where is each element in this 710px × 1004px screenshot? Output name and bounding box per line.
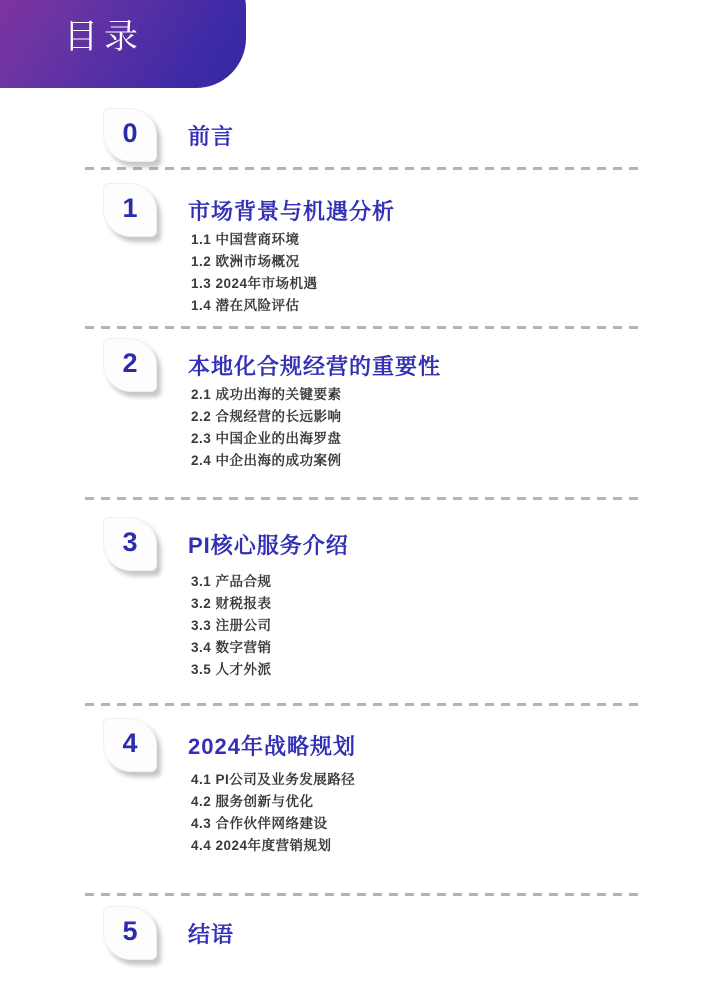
section-title: 市场背景与机遇分析 <box>188 198 396 224</box>
section-number: 0 <box>122 117 138 148</box>
section-title: 结语 <box>188 921 235 947</box>
toc-subitem: 4.2 服务创新与优化 <box>191 794 314 809</box>
subitem-list <box>188 769 356 857</box>
section-number: 4 <box>122 727 138 758</box>
toc-subitem: 4.1 PI公司及业务发展路径 <box>191 772 356 787</box>
dashed-divider <box>85 893 641 896</box>
section-number: 2 <box>122 347 138 378</box>
dashed-divider <box>85 326 641 329</box>
toc-subitem: 4.4 2024年度营销规划 <box>191 838 332 853</box>
section-number-badge <box>103 183 157 237</box>
toc-subitem: 1.1 中国营商环境 <box>191 232 300 247</box>
page-title: 目录 <box>64 18 144 56</box>
toc-section-4 <box>0 718 710 857</box>
toc-subitem: 2.3 中国企业的出海罗盘 <box>191 431 342 446</box>
toc-section-0 <box>0 108 710 162</box>
toc-section-3 <box>0 517 710 681</box>
toc-subitem: 3.1 产品合规 <box>191 574 272 589</box>
toc-subitem: 2.4 中企出海的成功案例 <box>191 453 342 468</box>
dashed-divider <box>85 167 641 170</box>
section-number: 3 <box>122 526 138 557</box>
subitem-list <box>188 571 349 681</box>
section-number-badge <box>103 906 157 960</box>
subitem-list <box>188 384 441 472</box>
section-number-badge <box>103 338 157 392</box>
toc-subitem: 2.1 成功出海的关键要素 <box>191 387 342 402</box>
toc-subitem: 3.5 人才外派 <box>191 662 272 677</box>
toc-subitem: 4.3 合作伙伴网络建设 <box>191 816 328 831</box>
toc-subitem: 1.3 2024年市场机遇 <box>191 276 318 291</box>
toc-section-5 <box>0 906 710 960</box>
section-title: 本地化合规经营的重要性 <box>188 353 442 379</box>
toc-section-1 <box>0 183 710 317</box>
section-number-badge <box>103 517 157 571</box>
section-number: 1 <box>122 192 138 223</box>
dashed-divider <box>85 703 641 706</box>
header-banner <box>0 0 246 88</box>
toc-subitem: 1.4 潜在风险评估 <box>191 298 300 313</box>
section-number-badge <box>103 718 157 772</box>
subitem-list <box>188 229 395 317</box>
toc-subitem: 3.3 注册公司 <box>191 618 272 633</box>
toc-subitem: 1.2 欧洲市场概况 <box>191 254 300 269</box>
toc-section-2 <box>0 338 710 472</box>
section-number: 5 <box>122 915 138 946</box>
section-number-badge <box>103 108 157 162</box>
toc-subitem: 3.4 数字营销 <box>191 640 272 655</box>
toc-subitem: 2.2 合规经营的长远影响 <box>191 409 342 424</box>
toc-subitem: 3.2 财税报表 <box>191 596 272 611</box>
dashed-divider <box>85 497 641 500</box>
section-title: PI核心服务介绍 <box>188 532 349 558</box>
section-title: 2024年战略规划 <box>188 733 356 759</box>
section-title: 前言 <box>188 123 235 149</box>
